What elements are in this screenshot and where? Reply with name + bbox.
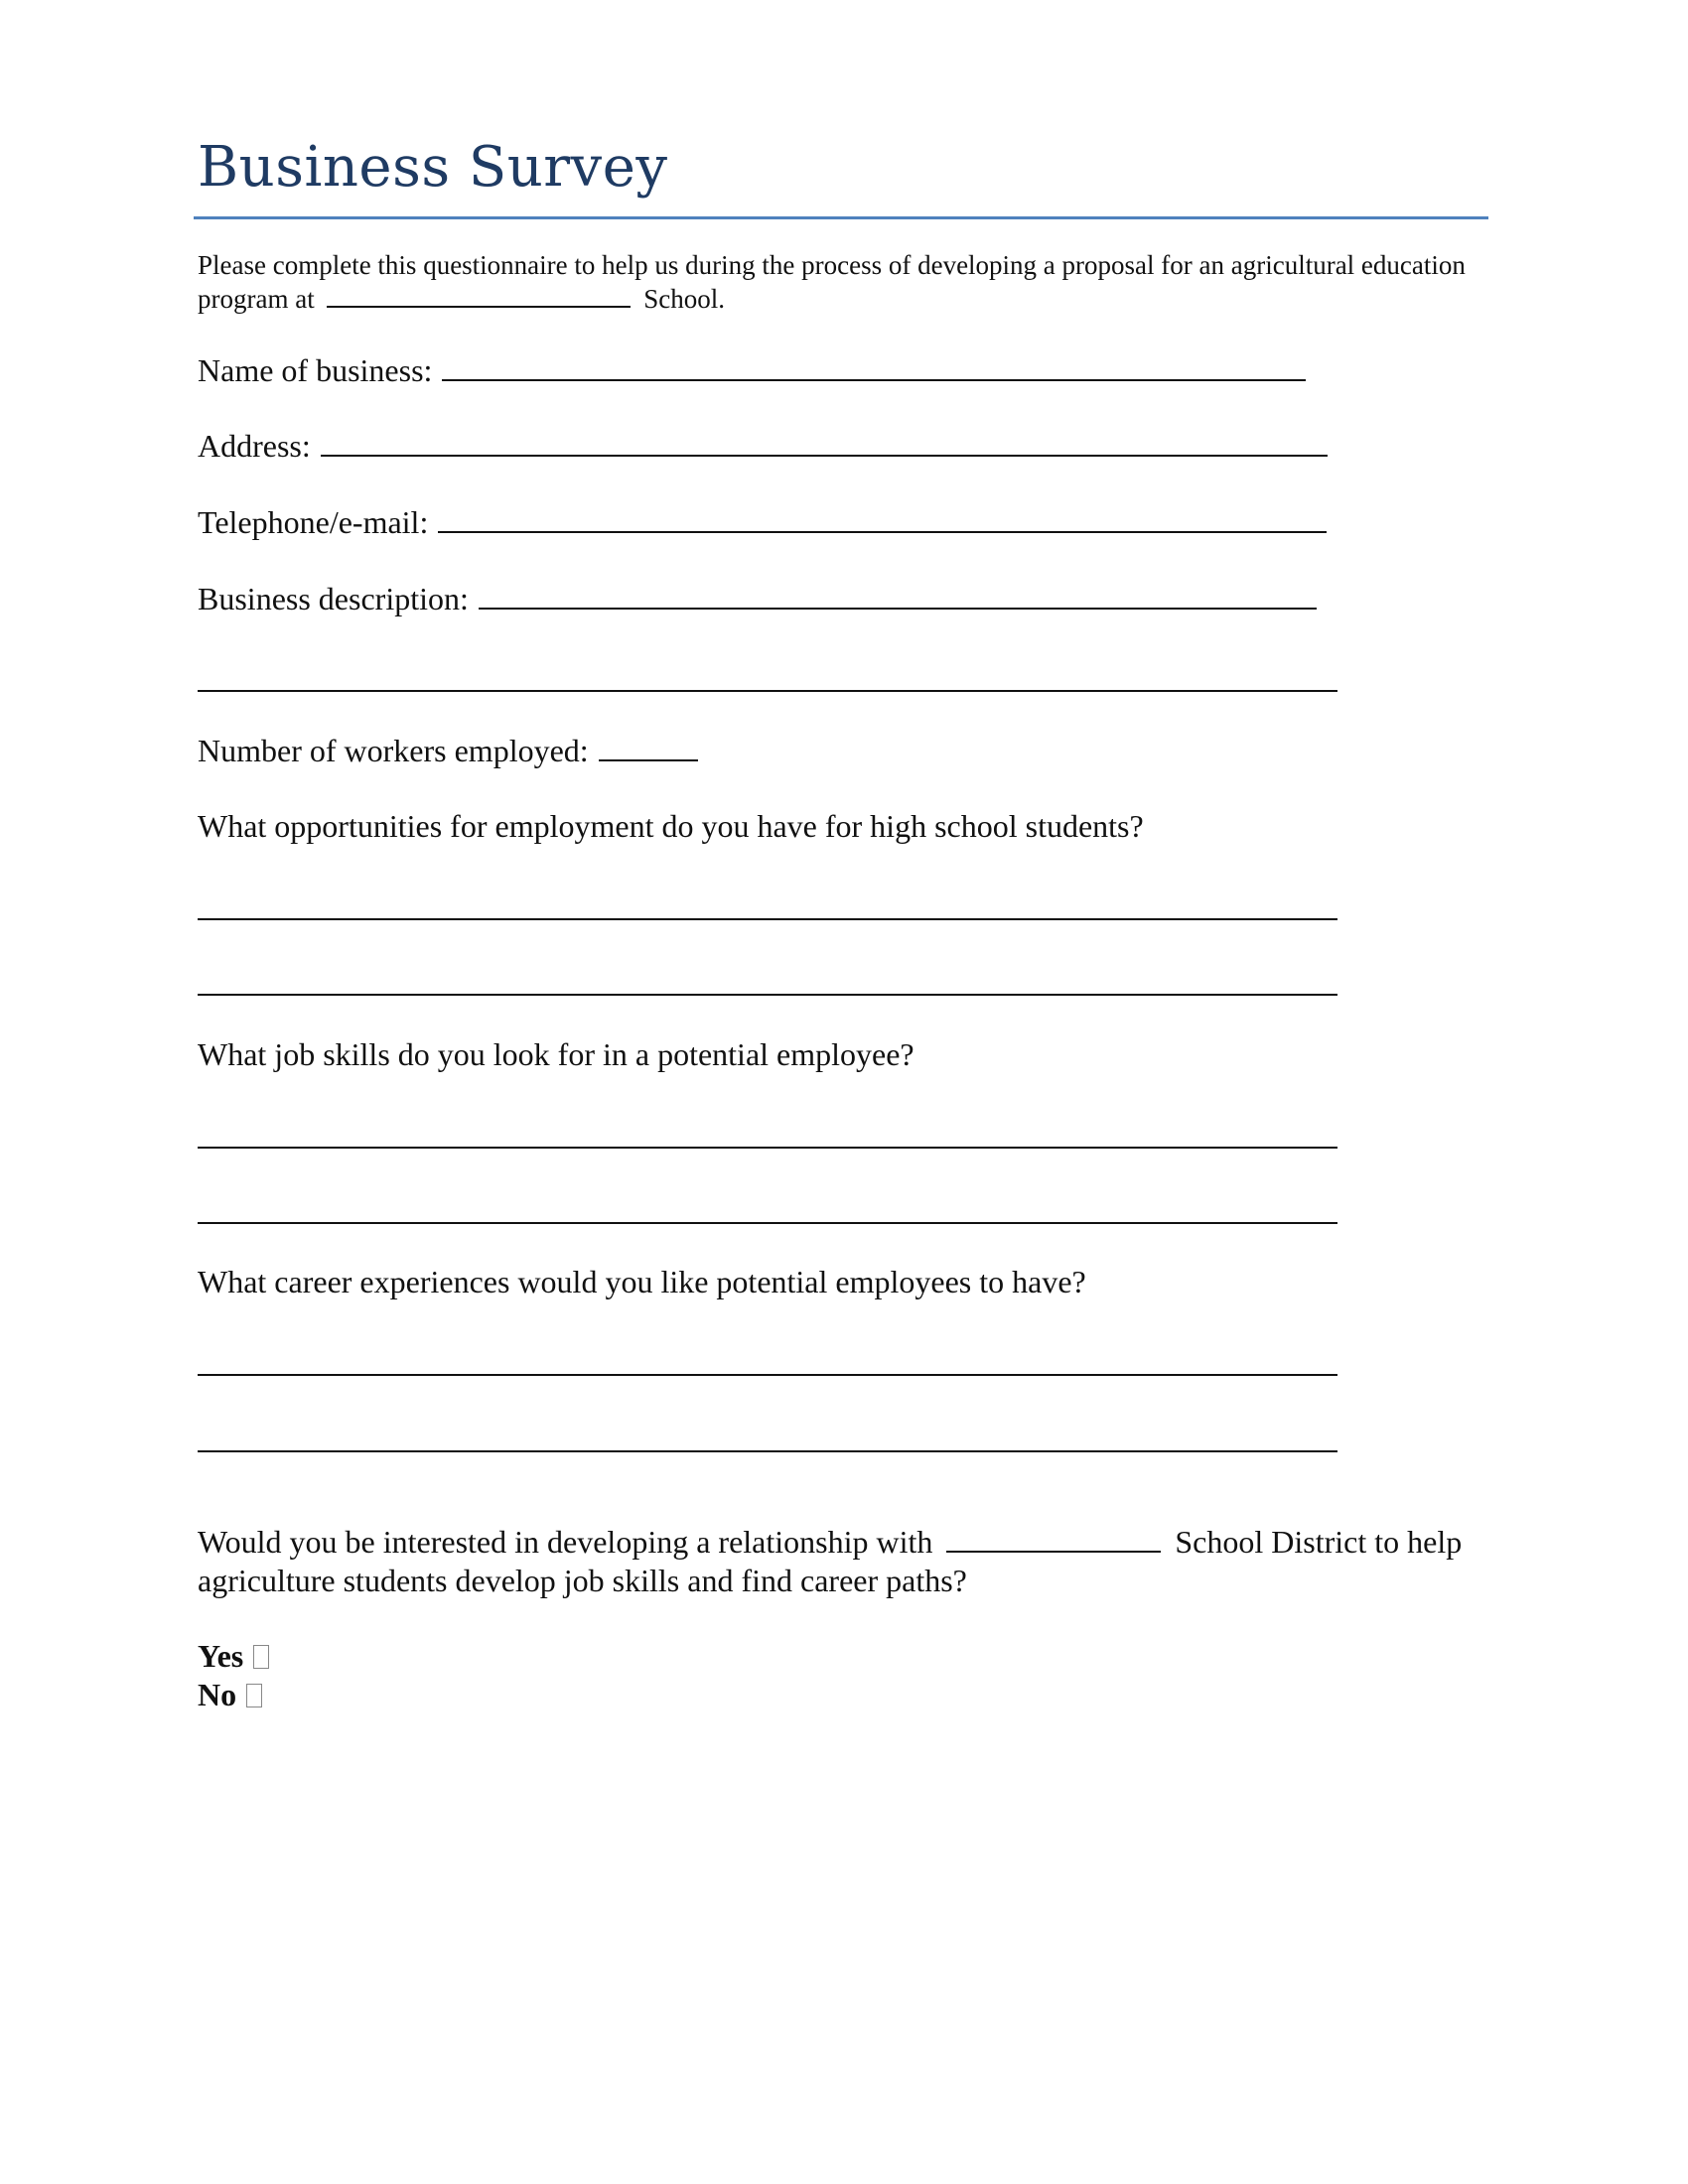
relationship-text-before: Would you be interested in developing a relationship with <box>198 1524 933 1560</box>
relationship-text-after: School District to help agriculture students develop job skills and find career paths? <box>198 1524 1463 1598</box>
school-name-blank[interactable] <box>327 282 631 308</box>
address-row <box>198 425 1328 466</box>
intro-paragraph <box>198 249 1478 316</box>
option-yes <box>198 1638 269 1675</box>
skills-answer-line-2[interactable] <box>198 1222 1337 1224</box>
telephone-blank[interactable] <box>438 501 1327 533</box>
intro-text-before: Please complete this questionnaire to help us during the process of developing a proposal for an agricultural education program at <box>198 250 1466 314</box>
school-district-blank[interactable] <box>946 1523 1161 1553</box>
opportunities-answer-line-2[interactable] <box>198 994 1337 996</box>
business-name-row <box>198 349 1306 390</box>
description-label: Business description: <box>198 581 469 616</box>
question-skills: What job skills do you look for in a potential employee? <box>198 1036 914 1072</box>
telephone-row <box>198 501 1327 542</box>
relationship-question <box>198 1523 1498 1600</box>
business-name-label: Name of business: <box>198 352 433 388</box>
opportunities-answer-line-1[interactable] <box>198 918 1337 920</box>
address-label: Address: <box>198 428 311 464</box>
experiences-answer-line-1[interactable] <box>198 1374 1337 1376</box>
skills-answer-line-1[interactable] <box>198 1147 1337 1149</box>
page-title: Business Survey <box>198 135 668 200</box>
telephone-label: Telephone/e-mail: <box>198 504 429 540</box>
workers-blank[interactable] <box>599 730 698 761</box>
workers-row <box>198 730 698 770</box>
description-blank[interactable] <box>479 578 1317 610</box>
option-no-label: No <box>198 1677 237 1712</box>
address-blank[interactable] <box>321 425 1328 457</box>
description-line-2[interactable] <box>198 690 1337 692</box>
description-row <box>198 578 1317 618</box>
question-experiences: What career experiences would you like potential employees to have? <box>198 1264 1086 1299</box>
business-name-blank[interactable] <box>442 349 1306 381</box>
option-no <box>198 1677 262 1713</box>
experiences-answer-line-2[interactable] <box>198 1450 1337 1452</box>
option-yes-label: Yes <box>198 1638 244 1674</box>
workers-label: Number of workers employed: <box>198 733 589 768</box>
title-underline <box>194 216 1488 219</box>
intro-text-after: School. <box>643 284 725 314</box>
yes-checkbox[interactable] <box>253 1645 269 1669</box>
question-opportunities: What opportunities for employment do you have for high school students? <box>198 808 1144 844</box>
no-checkbox[interactable] <box>246 1684 262 1707</box>
